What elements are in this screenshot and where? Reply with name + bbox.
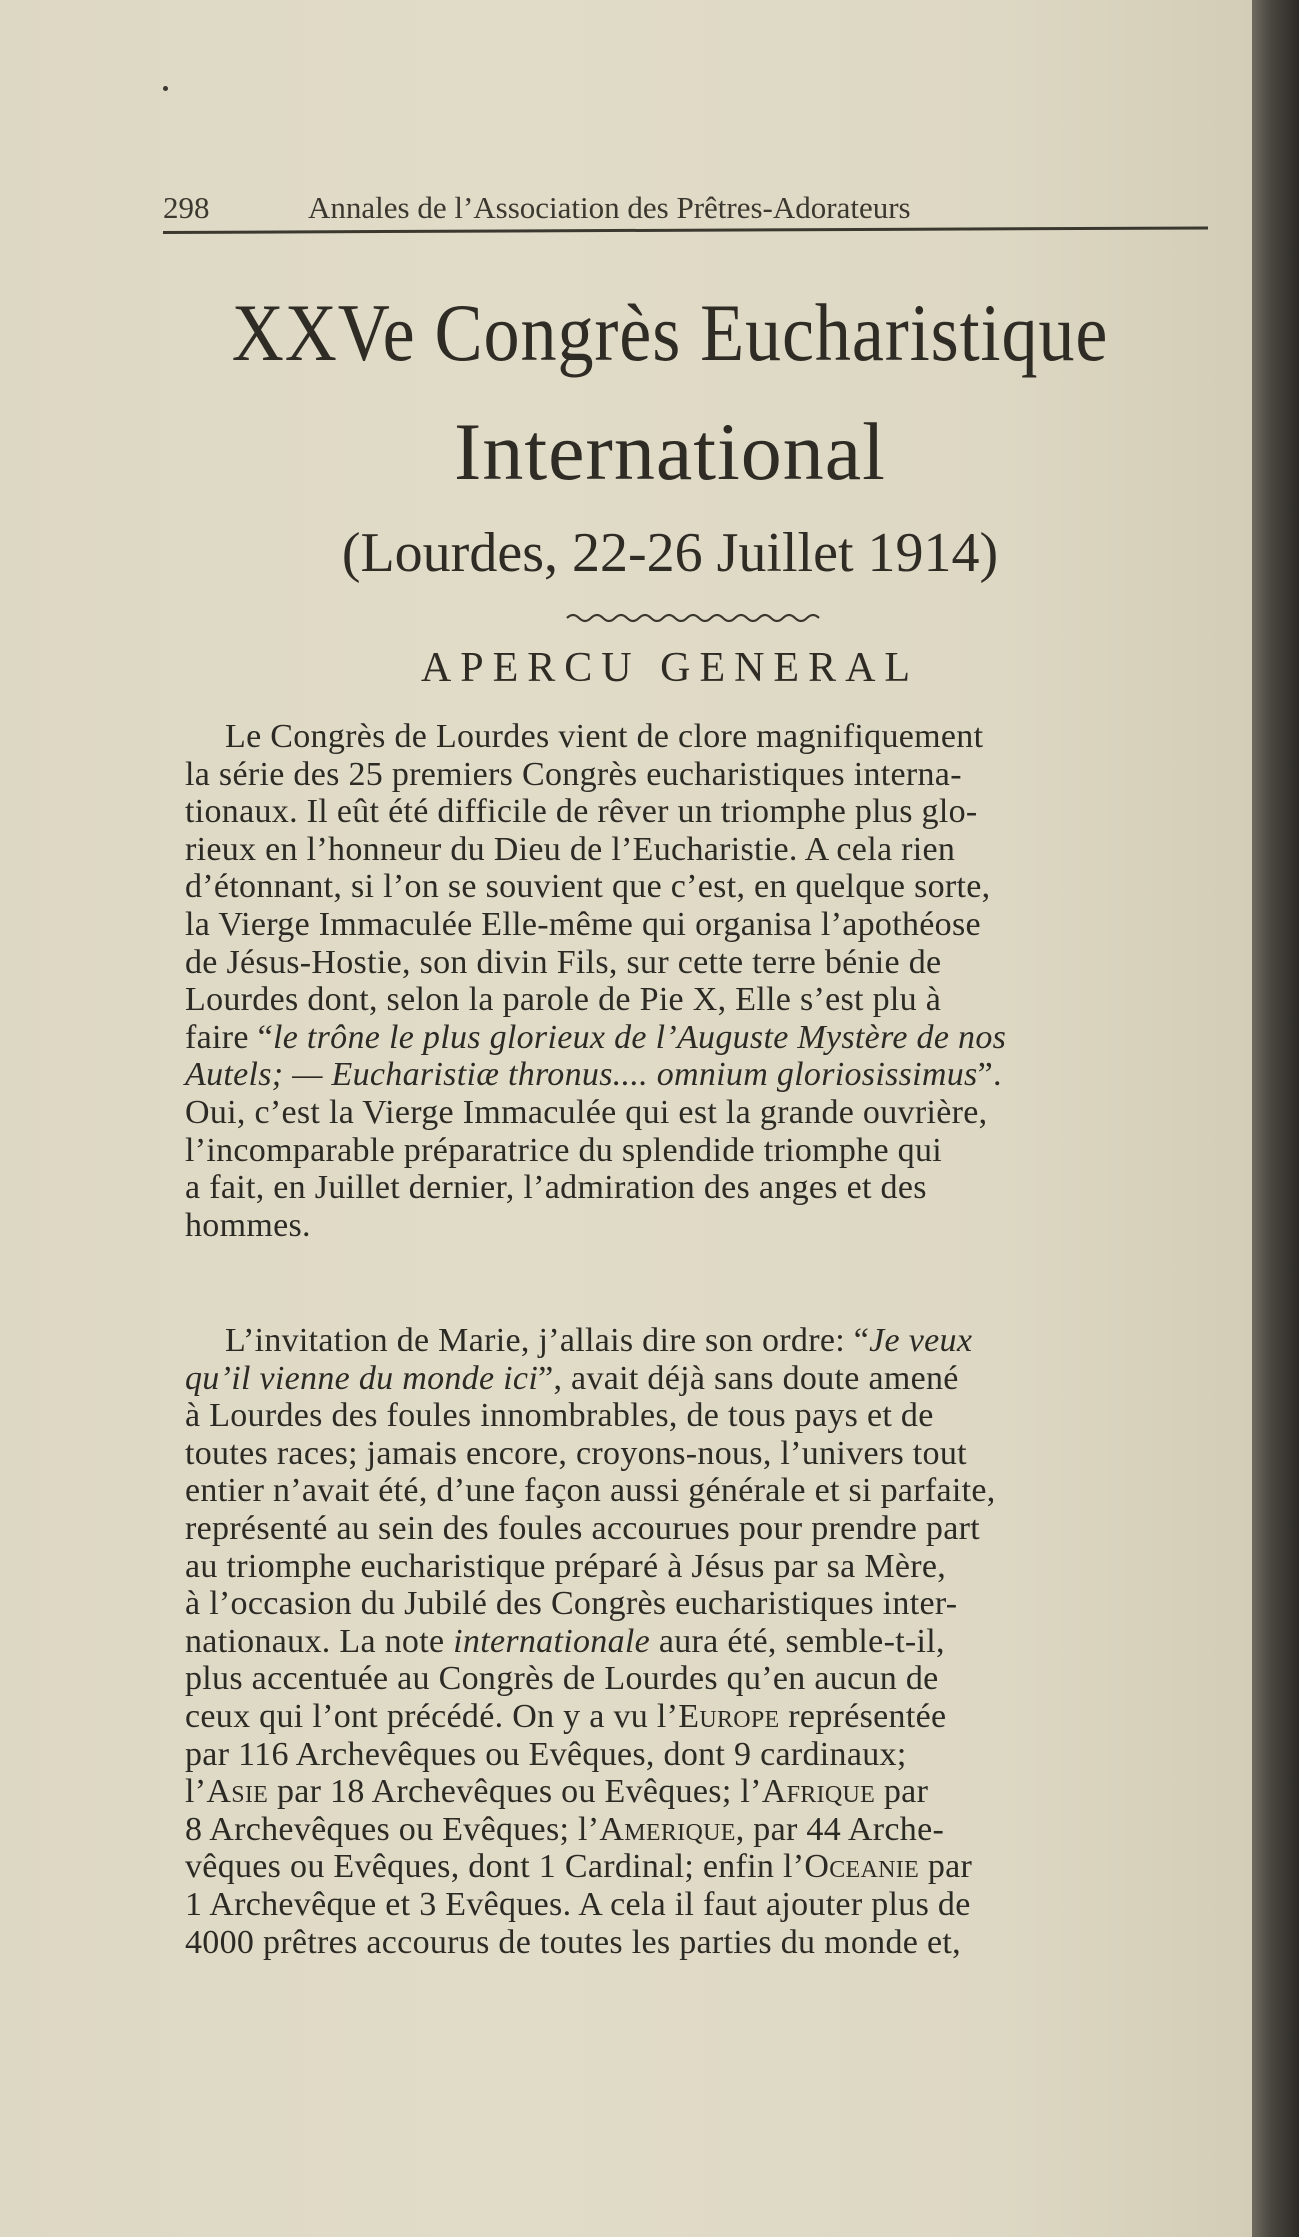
text-segment: a fait, en Juillet dernier, l’admiration des anges et des — [185, 1169, 927, 1207]
text-line — [185, 1811, 1230, 1849]
text-segment: hommes. — [185, 1206, 311, 1244]
text-segment: ”, avait déjà sans doute amené — [538, 1359, 959, 1397]
text-line — [185, 868, 1230, 906]
text-line — [185, 793, 1230, 831]
text-line — [185, 1019, 1230, 1057]
text-segment: la série des 25 premiers Congrès eucharistiques interna- — [185, 755, 962, 793]
text-line — [185, 1132, 1230, 1170]
page-number: 298 — [163, 190, 210, 225]
smallcaps-text: Oceanie — [804, 1848, 920, 1886]
text-segment: à l’occasion du Jubilé des Congrès eucharistiques inter- — [185, 1585, 958, 1623]
title-line-3: (Lourdes, 22-26 Juillet 1914) — [341, 522, 999, 584]
smallcaps-text: Europe — [678, 1697, 780, 1735]
text-segment: , par 44 Arche- — [735, 1810, 945, 1848]
text-segment: par 116 Archevêques ou Evêques, dont 9 cardinaux; — [185, 1735, 907, 1773]
text-line — [185, 944, 1230, 982]
title-line-1: XXVe Congrès Eucharistique — [231, 287, 1109, 378]
text-line — [185, 906, 1230, 944]
text-line — [185, 1397, 1230, 1435]
text-line — [185, 1435, 1230, 1473]
title-line-2: International — [454, 406, 886, 497]
running-head — [163, 190, 1208, 226]
wavy-ornament — [565, 610, 825, 626]
text-segment: 4000 prêtres accourus de toutes les parties du monde et, — [185, 1923, 961, 1961]
italic-text: internationale — [453, 1622, 651, 1660]
smallcaps-text: Amerique — [599, 1810, 736, 1848]
text-line — [185, 1322, 1230, 1360]
section-heading: APERCU GENERAL — [420, 645, 920, 691]
text-segment: par — [875, 1773, 929, 1811]
text-segment: plus accentuée au Congrès de Lourdes qu’en aucun de — [185, 1660, 939, 1698]
text-line — [185, 831, 1230, 869]
running-title: Annales de l’Association des Prêtres-Adorateurs — [308, 190, 911, 225]
text-segment: 8 Archevêques ou Evêques; l’ — [185, 1810, 600, 1848]
text-line — [185, 1736, 1230, 1774]
text-segment: à Lourdes des foules innombrables, de tous pays et de — [185, 1397, 934, 1435]
text-segment: par — [919, 1848, 973, 1886]
text-line — [185, 1056, 1230, 1094]
text-line — [185, 1510, 1230, 1548]
ink-speck — [163, 86, 168, 91]
text-line — [185, 756, 1230, 794]
text-segment: au triomphe eucharistique préparé à Jésus par sa Mère, — [185, 1547, 947, 1585]
text-line — [185, 1585, 1230, 1623]
text-segment: ceux qui l’ont précédé. On y a vu l’ — [185, 1697, 679, 1735]
text-line — [185, 1660, 1230, 1698]
text-line — [185, 1924, 1230, 1962]
text-segment: la Vierge Immaculée Elle-même qui organisa l’apothéose — [185, 905, 981, 943]
page-binding-edge — [1252, 0, 1299, 2237]
text-segment: Oui, c’est la Vierge Immaculée qui est la grande ouvrière, — [185, 1093, 988, 1131]
smallcaps-text: Afrique — [761, 1773, 876, 1811]
text-segment: faire “ — [185, 1018, 273, 1056]
text-line — [185, 1698, 1230, 1736]
text-line — [185, 1848, 1230, 1886]
text-segment: Lourdes dont, selon la parole de Pie X, Elle s’est plu à — [185, 981, 942, 1019]
paragraph-2 — [185, 1322, 1230, 1961]
text-segment: entier n’avait été, d’une façon aussi générale et si parfaite, — [185, 1472, 996, 1510]
text-line — [185, 1169, 1230, 1207]
text-segment: représentée — [779, 1697, 947, 1735]
text-segment: l’incomparable préparatrice du splendide triomphe qui — [185, 1131, 943, 1169]
text-segment: toutes races; jamais encore, croyons-nous, l’univers tout — [185, 1434, 967, 1472]
text-segment: ”. — [977, 1056, 1002, 1094]
italic-text: Autels; — Eucharistiæ thronus.... omnium gloriosissimus — [185, 1056, 978, 1094]
text-line — [185, 718, 1230, 756]
text-segment: de Jésus-Hostie, son divin Fils, sur cette terre bénie de — [185, 943, 942, 981]
header-rule — [163, 226, 1208, 234]
smallcaps-text: Asie — [206, 1773, 269, 1811]
text-segment: Le Congrès de Lourdes vient de clore magnifiquement — [225, 718, 984, 755]
text-line — [185, 1886, 1230, 1924]
text-line — [185, 981, 1230, 1019]
text-segment: L’invitation de Marie, j’allais dire son ordre: “ — [225, 1322, 870, 1359]
text-segment: nationaux. La note — [185, 1622, 454, 1660]
text-line — [185, 1548, 1230, 1586]
paragraph-1 — [185, 718, 1230, 1244]
text-line — [185, 1207, 1230, 1245]
text-segment: l’ — [185, 1773, 207, 1811]
italic-text: le trône le plus glorieux de l’Auguste Mystère de nos — [272, 1018, 1007, 1056]
italic-text: qu’il vienne du monde ici — [185, 1359, 539, 1397]
text-segment: rieux en l’honneur du Dieu de l’Eucharistie. A cela rien — [185, 830, 956, 868]
text-segment: représenté au sein des foules accourues pour prendre part — [185, 1509, 980, 1547]
italic-text: Je veux — [869, 1322, 973, 1359]
text-segment: tionaux. Il eût été difficile de rêver un triomphe plus glo- — [185, 793, 978, 831]
text-line — [185, 1623, 1230, 1661]
text-segment: par 18 Archevêques ou Evêques; l’ — [268, 1773, 762, 1811]
text-line — [185, 1773, 1230, 1811]
text-line — [185, 1094, 1230, 1132]
text-segment: aura été, semble-t-il, — [650, 1622, 945, 1660]
text-line — [185, 1360, 1230, 1398]
text-segment: 1 Archevêque et 3 Evêques. A cela il faut ajouter plus de — [185, 1885, 971, 1923]
text-segment: vêques ou Evêques, dont 1 Cardinal; enfin l’ — [185, 1848, 805, 1886]
text-segment: d’étonnant, si l’on se souvient que c’est, en quelque sorte, — [185, 868, 991, 906]
text-line — [185, 1472, 1230, 1510]
